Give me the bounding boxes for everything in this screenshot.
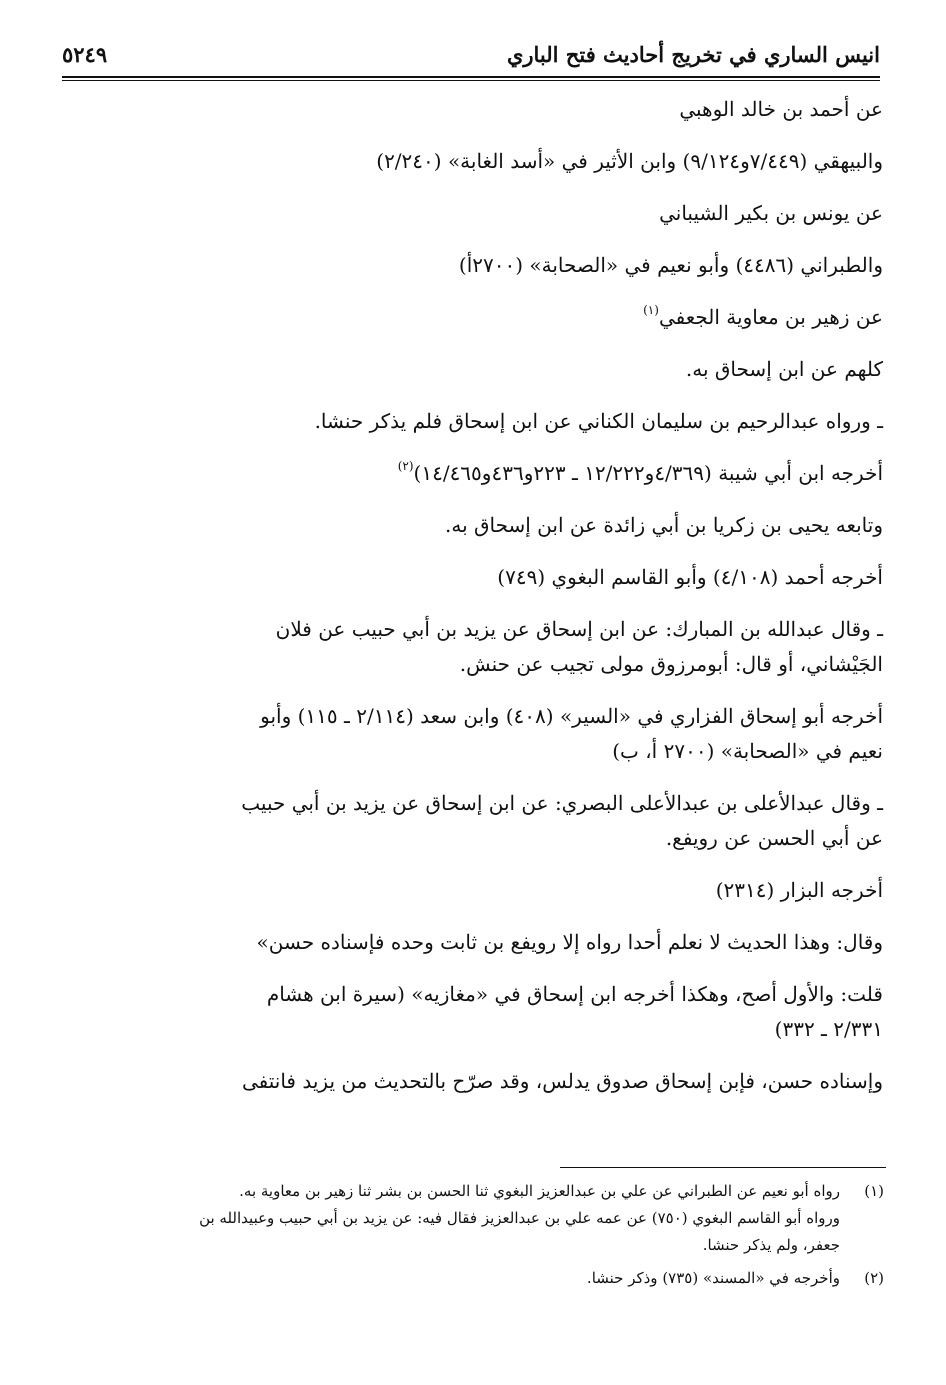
text-line: وتابعه يحيى بن زكريا بن أبي زائدة عن ابن إسحاق به.: [444, 513, 883, 537]
text-line: ٢/٣٣١ ـ ٣٣٢): [774, 1017, 883, 1041]
text-span: عن زهير بن معاوية الجعفي: [658, 305, 883, 329]
page-number: ٥٢٤٩: [62, 42, 108, 67]
text-line: والطبراني (٤٤٨٦) وأبو نعيم في «الصحابة» (٢٧٠٠أ): [458, 253, 883, 277]
footnote-text: وأخرجه في «المسند» (٧٣٥) وذكر حنشا.: [586, 1269, 840, 1287]
footnote-ref: (١): [643, 303, 659, 318]
running-header: [62, 40, 880, 74]
text-line: كلهم عن ابن إسحاق به.: [685, 357, 883, 381]
text-line: [75, 456, 883, 491]
footnote-text: رواه أبو نعيم عن الطبراني عن علي بن عبدالعزيز البغوي ثنا الحسن بن بشر ثنا زهير بن معاوية به.: [239, 1182, 840, 1200]
text-span: أخرجه ابن أبي شيبة (٤/٣٦٩و١٢/٢٢٢ ـ ٢٢٣و٤٣٦و١٤/٤٦٥): [413, 461, 883, 485]
text-line: الجَيْشاني، أو قال: أبومرزوق مولى تجيب عن حنش.: [459, 652, 883, 676]
footnotes: [78, 1178, 884, 1292]
text-line: وقال: وهذا الحديث لا نعلم أحدا رواه إلا رويفع بن ثابت وحده فإسناده حسن»: [256, 930, 883, 954]
text-line: ـ وقال عبدالله بن المبارك: عن ابن إسحاق عن يزيد بن أبي حبيب عن فلان: [275, 617, 883, 641]
footnote-2: [78, 1265, 884, 1292]
footnote-text: جعفر، ولم يذكر حنشا.: [702, 1236, 840, 1254]
text-line: عن يونس بن بكير الشيباني: [659, 201, 883, 225]
text-line: أخرجه البزار (٢٣١٤): [715, 878, 883, 902]
text-line: عن أحمد بن خالد الوهبي: [679, 97, 883, 121]
footnote-number: (٢): [864, 1269, 884, 1287]
footnote-ref: (٢): [397, 459, 414, 474]
text-line: أخرجه أبو إسحاق الفزاري في «السير» (٤٠٨) وابن سعد (٢/١١٤ ـ ١١٥) وأبو: [260, 704, 883, 728]
text-line: والبيهقي (٧/٤٤٩و٩/١٢٤) وابن الأثير في «أسد الغابة» (٢/٢٤٠): [376, 149, 883, 173]
text-line: ـ وقال عبدالأعلى بن عبدالأعلى البصري: عن ابن إسحاق عن يزيد بن أبي حبيب: [241, 791, 883, 815]
footnote-rule: [560, 1167, 886, 1168]
text-line: [75, 300, 883, 335]
text-line: قلت: والأول أصح، وهكذا أخرجه ابن إسحاق في «مغازيه» (سيرة ابن هشام: [266, 982, 883, 1006]
footnote-text: ورواه أبو القاسم البغوي (٧٥٠) عن عمه علي بن عبدالعزيز فقال فيه: عن يزيد بن أبي حبيب وعبيدالله بن: [199, 1209, 840, 1227]
main-text: [75, 92, 883, 1116]
footnote-number: (١): [864, 1182, 884, 1200]
text-line: أخرجه أحمد (٤/١٠٨) وأبو القاسم البغوي (٧٤٩): [497, 565, 883, 589]
text-line: نعيم في «الصحابة» (٢٧٠٠ أ، ب): [612, 739, 883, 763]
text-line: وإسناده حسن، فإبن إسحاق صدوق يدلس، وقد صرّح بالتحديث من يزيد فانتفى: [241, 1069, 883, 1093]
footnote-1: [78, 1178, 884, 1205]
book-title: انيس الساري في تخريج أحاديث فتح الباري: [506, 42, 880, 67]
header-rule: [62, 76, 880, 81]
text-line: عن أبي الحسن عن رويفع.: [665, 826, 883, 850]
text-line: ـ ورواه عبدالرحيم بن سليمان الكناني عن ابن إسحاق فلم يذكر حنشا.: [314, 409, 883, 433]
